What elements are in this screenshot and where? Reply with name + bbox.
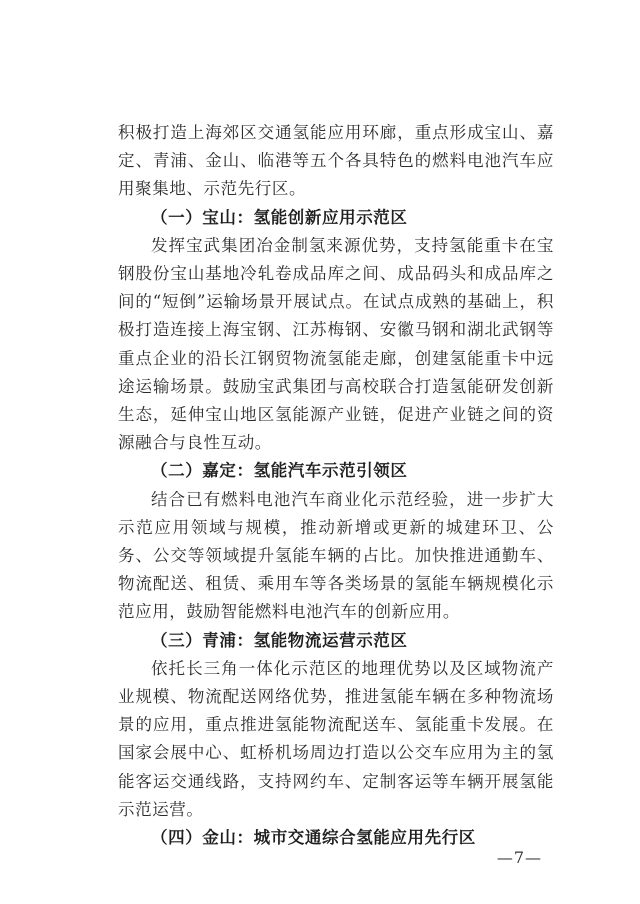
- intro-paragraph: 积极打造上海郊区交通氢能应用环廊，重点形成宝山、嘉定、青浦、金山、临港等五个各具特色的燃料电池汽车应用聚集地、示范先行区。: [118, 123, 554, 199]
- section-heading-jiading: （二）嘉定：氢能汽车示范引领区: [151, 461, 408, 481]
- section-body-baoshan: 发挥宝武集团冶金制氢来源优势，支持氢能重卡在宝钢股份宝山基地冷轧卷成品库之间、成品码头和成品库之间的“短倒”运输场景开展试点。在试点成熟的基础上，积极打造连接上海宝钢、江苏梅钢、安徽马钢和湖北武钢等重点企业的沿长江钢贸物流氢能走廊，创建氢能重卡中远途运输场景。鼓励宝武集团与高校联合打造氢能研发创新生态，延伸宝山地区氢能源产业链，促进产业链之间的资源融合与良性互动。: [118, 235, 554, 453]
- document-page: [118, 119, 554, 852]
- section-body-jiading: 结合已有燃料电池汽车商业化示范经验，进一步扩大示范应用领域与规模，推动新增或更新的城建环卫、公务、公交等领域提升氢能车辆的占比。加快推进通勤车、物流配送、租赁、乘用车等各类场景的氢能车辆规模化示范应用，鼓励智能燃料电池汽车的创新应用。: [118, 489, 554, 622]
- section-heading-baoshan: （一）宝山：氢能创新应用示范区: [151, 207, 408, 227]
- section-heading-qingpu: （三）青浦：氢能物流运营示范区: [151, 630, 408, 650]
- section-heading-jinshan: （四）金山：城市交通综合氢能应用先行区: [151, 828, 476, 848]
- page-number: —7—: [496, 848, 542, 867]
- section-body-qingpu: 依托长三角一体化示范区的地理优势以及区域物流产业规模、物流配送网络优势，推进氢能车辆在多种物流场景的应用，重点推进氢能物流配送车、氢能重卡发展。在国家会展中心、虹桥机场周边打造以公交车应用为主的氢能客运交通线路，支持网约车、定制客运等车辆开展氢能示范运营。: [118, 658, 554, 819]
